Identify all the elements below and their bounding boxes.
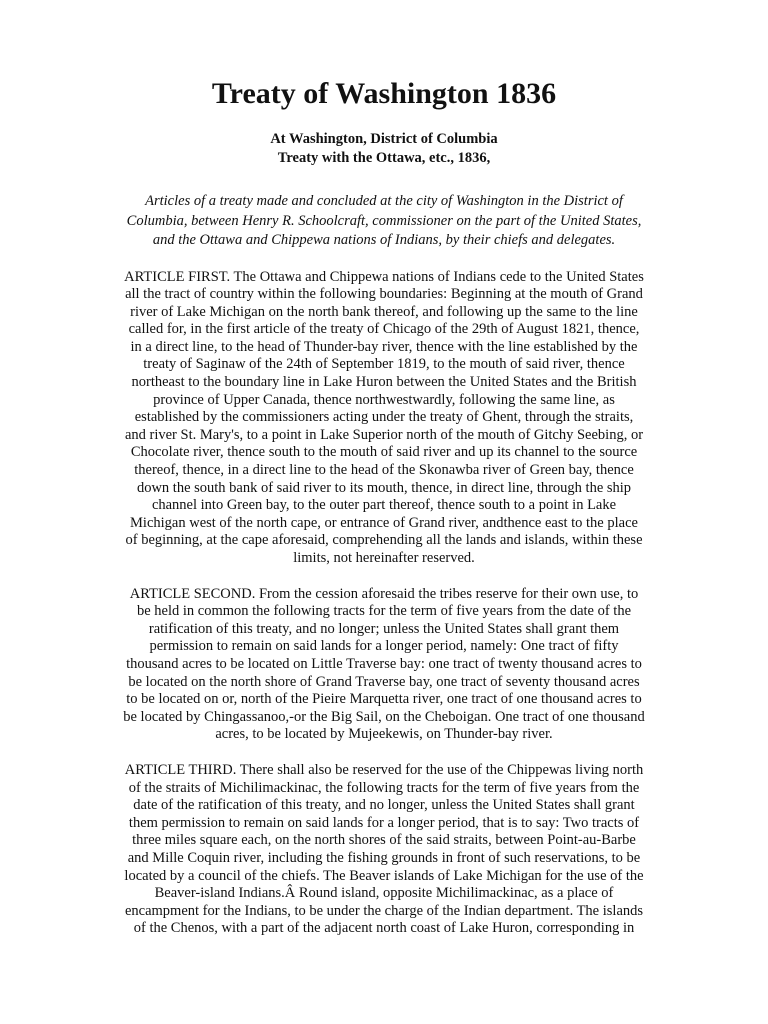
article-line: of beginning, at the cape aforesaid, comprehending all the lands and islands, within these — [125, 532, 643, 549]
article-line: date of the ratification of this treaty, and no longer, unless the United States shall grant — [133, 797, 635, 814]
article-second-paragraph — [112, 586, 656, 744]
article-line: be held in common the following tracts for the term of five years from the date of the — [136, 603, 632, 620]
article-line: called for, in the first article of the treaty of Chicago of the 29th of August 1821, thence, — [128, 321, 640, 338]
article-line: ARTICLE FIRST. The Ottawa and Chippewa nations of Indians cede to the United States — [124, 268, 644, 285]
article-line: and river St. Mary's, to a point in Lake Superior north of the mouth of Gitchy Seebing, or — [124, 426, 644, 443]
article-line: located by a council of the chiefs. The Beaver islands of Lake Michigan for the use of the — [124, 867, 644, 884]
article-line: Beaver-island Indians.Â Round island, opposite Michilimackinac, as a place of — [154, 885, 614, 902]
article-first-paragraph — [112, 269, 656, 568]
article-line: in a direct line, to the head of Thunder-bay river, thence with the line established by the — [130, 338, 638, 355]
article-line: encampment for the Indians, to be under the charge of the Indian department. The islands — [124, 902, 644, 919]
article-line: them permission to remain on said lands for a longer period, that is to say: Two tracts of — [128, 814, 640, 831]
preamble-paragraph — [112, 192, 656, 251]
article-line: treaty of Saginaw of the 24th of September 1819, to the mouth of said river, thence — [143, 356, 625, 373]
article-line: ARTICLE THIRD. There shall also be reserved for the use of the Chippewas living north — [124, 761, 644, 778]
article-line: down the south bank of said river to its mouth, thence, in direct line, through the ship — [136, 479, 632, 496]
article-line: Michigan west of the north cape, or entrance of Grand river, andthence east to the place — [130, 514, 638, 531]
article-line: ratification of this treaty, and no longer; unless the United States shall grant them — [148, 620, 620, 637]
preamble-line: Articles of a treaty made and concluded at the city of Washington in the District of — [145, 193, 623, 209]
preamble-line: and the Ottawa and Chippewa nations of Indians, by their chiefs and delegates. — [152, 232, 616, 248]
article-line: thereof, thence, in a direct line to the head of the Skonawba river of Green bay, thence — [134, 462, 634, 479]
article-line: thousand acres to be located on Little Traverse bay: one tract of twenty thousand acres to — [126, 655, 642, 672]
article-third-paragraph — [112, 762, 656, 938]
subhead-location: At Washington, District of Columbia — [270, 131, 498, 147]
article-line: river of Lake Michigan on the north bank thereof, and following up the same to the line — [130, 303, 638, 320]
article-line: province of Upper Canada, thence northwestwardly, following the same line, as — [153, 391, 615, 408]
article-line: all the tract of country within the following boundaries: Beginning at the mouth of Grand — [125, 286, 643, 303]
document-subheads — [112, 130, 656, 168]
article-line: limits, not hereinafter reserved. — [293, 550, 475, 566]
document-title: Treaty of Washington 1836 — [211, 77, 557, 110]
article-line: of the straits of Michilimackinac, the following tracts for the term of five years from the — [128, 779, 640, 796]
subhead-treaty-name: Treaty with the Ottawa, etc., 1836, — [277, 150, 491, 166]
article-line: permission to remain on said lands for a longer period, namely: One tract of fifty — [149, 638, 619, 655]
article-line: northeast to the boundary line in Lake Huron between the United States and the British — [131, 374, 637, 391]
article-line: ARTICLE SECOND. From the cession aforesaid the tribes reserve for their own use, to — [129, 585, 639, 602]
article-line: Chocolate river, thence south to the mouth of said river and up its channel to the source — [130, 444, 638, 461]
article-line: established by the commissioners acting under the treaty of Ghent, through the straits, — [134, 409, 634, 426]
article-line: of the Chenos, with a part of the adjacent north coast of Lake Huron, corresponding in — [133, 920, 635, 937]
article-line: and Mille Coquin river, including the fishing grounds in front of such reservations, to be — [127, 849, 641, 866]
article-line: acres, to be located by Mujeekewis, on Thunder-bay river. — [215, 726, 553, 743]
article-line: channel into Green bay, to the outer part thereof, thence south to a point in Lake — [151, 497, 617, 514]
preamble-line: Columbia, between Henry R. Schoolcraft, commissioner on the part of the United States, — [126, 212, 642, 229]
article-line: to be located on or, north of the Pieire Marquetta river, one tract of one thousand acres to — [126, 691, 642, 708]
article-line: be located by Chingassanoo,-or the Big Sail, on the Cheboigan. One tract of one thousand — [123, 708, 645, 725]
article-line: be located on the north shore of Grand Traverse bay, one tract of seventy thousand acres — [128, 673, 640, 690]
article-line: three miles square each, on the north shores of the said straits, between Point-au-Barbe — [132, 832, 636, 849]
